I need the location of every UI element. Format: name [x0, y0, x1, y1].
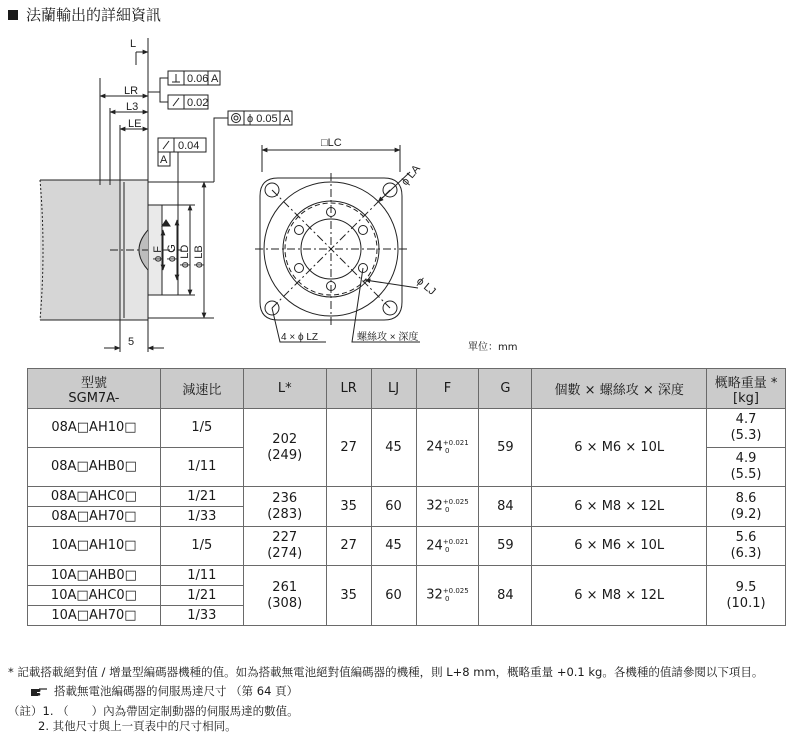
dim-L: L: [130, 38, 137, 50]
ratio-cell: 1/5: [160, 409, 243, 448]
note-2: 2. 其他尺寸與上一頁表中的尺寸相同。: [38, 719, 237, 733]
tol1-value: 0.06: [187, 73, 209, 85]
dim-screw: 螺絲攻 × 深度: [357, 332, 419, 343]
dimension-drawing: [0, 22, 800, 357]
ratio-cell: 1/33: [160, 606, 243, 626]
table-row: [28, 487, 786, 507]
ratio-cell: 1/11: [160, 566, 243, 586]
tol4-ref: A: [160, 154, 168, 166]
col-LR: LR: [326, 369, 371, 409]
F-cell: 24+0.021 0: [416, 527, 479, 566]
G-cell: 59: [479, 409, 532, 487]
col-mass: 概略重量 * [kg]: [707, 369, 786, 409]
model-cell: 10A□AHB0□: [28, 566, 161, 586]
model-cell: 08A□AHC0□: [28, 487, 161, 507]
dim-phiLB: ϕ LB: [193, 245, 205, 268]
col-ratio: 減速比: [160, 369, 243, 409]
col-G: G: [479, 369, 532, 409]
section-title-text: 法蘭輸出的詳細資訊: [26, 6, 162, 24]
L-cell: 202 (249): [243, 409, 326, 487]
LR-cell: 35: [326, 487, 371, 527]
model-cell: 10A□AH10□: [28, 527, 161, 566]
front-view: [255, 145, 420, 342]
dim-phiLD: ϕ LD: [179, 244, 191, 268]
reference-link[interactable]: [30, 683, 298, 699]
LJ-cell: 45: [371, 527, 416, 566]
col-model: 型號 SGM7A-: [28, 369, 161, 409]
model-cell: 08A□AH70□: [28, 507, 161, 527]
L-cell: 227 (274): [243, 527, 326, 566]
mass-cell: 4.9 (5.5): [707, 448, 786, 487]
L-cell: 261 (308): [243, 566, 326, 626]
model-cell: 08A□AHB0□: [28, 448, 161, 487]
col-L: L*: [243, 369, 326, 409]
tol1-ref: A: [211, 73, 219, 85]
dim-LE: LE: [128, 118, 142, 130]
ratio-cell: 1/11: [160, 448, 243, 487]
spec-table: [27, 368, 786, 626]
tol4-value: 0.04: [178, 140, 200, 152]
LR-cell: 35: [326, 566, 371, 626]
dim-L3: L3: [126, 101, 139, 113]
col-LJ: LJ: [371, 369, 416, 409]
dim-LC: □LC: [321, 137, 342, 149]
F-cell: 32+0.025 0: [416, 487, 479, 527]
LJ-cell: 60: [371, 566, 416, 626]
mass-cell: 8.6 (9.2): [707, 487, 786, 527]
dim-phiLJ: ϕ LJ: [414, 275, 438, 298]
square-bullet-icon: [8, 10, 18, 20]
G-cell: 59: [479, 527, 532, 566]
G-cell: 84: [479, 487, 532, 527]
pointing-hand-icon: [30, 685, 48, 697]
side-view: [40, 38, 292, 352]
LJ-cell: 60: [371, 487, 416, 527]
screw-cell: 6 × M8 × 12L: [532, 487, 707, 527]
screw-cell: 6 × M8 × 12L: [532, 566, 707, 626]
screw-cell: 6 × M6 × 10L: [532, 527, 707, 566]
ratio-cell: 1/5: [160, 527, 243, 566]
model-cell: 08A□AH10□: [28, 409, 161, 448]
tol2-value: 0.02: [187, 97, 209, 109]
L-cell: 236 (283): [243, 487, 326, 527]
ratio-cell: 1/21: [160, 586, 243, 606]
G-cell: 84: [479, 566, 532, 626]
mass-cell: 9.5 (10.1): [707, 566, 786, 626]
model-cell: 10A□AH70□: [28, 606, 161, 626]
dim-phiLA: ϕ LA: [399, 162, 423, 188]
col-screw: 個數 × 螺絲攻 × 深度: [532, 369, 707, 409]
LR-cell: 27: [326, 409, 371, 487]
col-F: F: [416, 369, 479, 409]
LR-cell: 27: [326, 527, 371, 566]
ratio-cell: 1/21: [160, 487, 243, 507]
dim-5: 5: [128, 336, 135, 348]
tol3-ref: A: [283, 113, 291, 125]
F-cell: 24+0.021 0: [416, 409, 479, 487]
mass-cell: 4.7 (5.3): [707, 409, 786, 448]
dim-LR: LR: [124, 85, 139, 97]
dim-phiF: ϕ F: [152, 246, 164, 262]
tol3-value: ϕ 0.05: [247, 113, 278, 125]
LJ-cell: 45: [371, 409, 416, 487]
note-1: （註）1. （ ）內為帶固定制動器的伺服馬達的數值。: [8, 704, 299, 718]
ratio-cell: 1/33: [160, 507, 243, 527]
mass-cell: 5.6 (6.3): [707, 527, 786, 566]
unit-label: 單位：mm: [468, 342, 518, 353]
dim-phiG: ϕ G: [166, 244, 178, 262]
reference-text: 搭載無電池編碼器的伺服馬達尺寸 （第 64 頁）: [54, 684, 299, 698]
table-row: [28, 566, 786, 586]
F-cell: 32+0.025 0: [416, 566, 479, 626]
dim-LZ: 4 × ϕ LZ: [281, 332, 319, 343]
footnote-star: * 記載搭載絕對值 / 增量型編碼器機種的值。如為搭載無電池絕對值編碼器的機種，則 L+8 mm，概略重量 +0.1 kg。各機種的值請參閱以下項目。: [8, 665, 764, 679]
model-cell: 10A□AHC0□: [28, 586, 161, 606]
table-row: [28, 527, 786, 566]
table-header-row: [28, 369, 786, 409]
screw-cell: 6 × M6 × 10L: [532, 409, 707, 487]
